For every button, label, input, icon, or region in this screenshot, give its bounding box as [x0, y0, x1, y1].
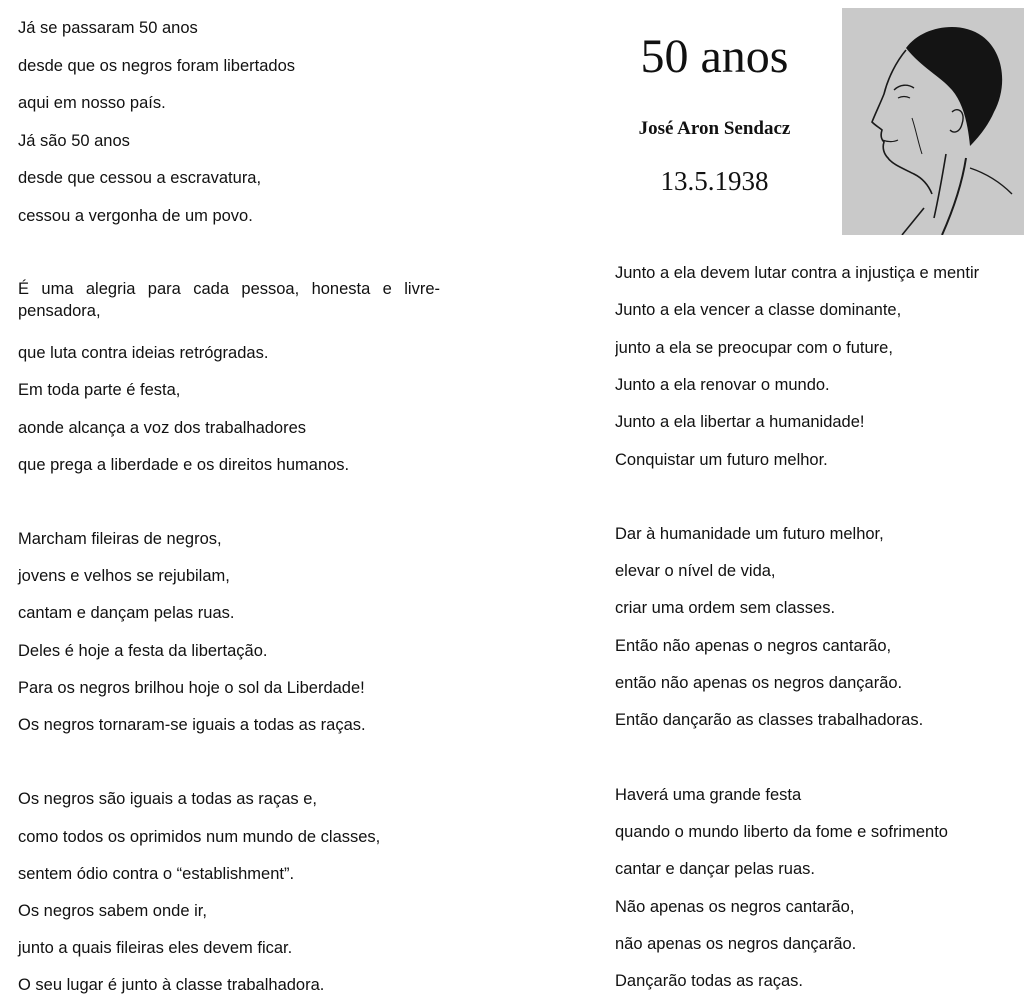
verse-line: Já se passaram 50 anos — [18, 19, 198, 37]
verse-line: Os negros sabem onde ir, — [18, 902, 207, 920]
verse-line: junto a ela se preocupar com o future, — [615, 339, 893, 357]
verse-line: desde que cessou a escravatura, — [18, 169, 262, 187]
verse-line: aqui em nosso país. — [18, 94, 166, 112]
verse-line: desde que os negros foram libertados — [18, 57, 296, 75]
verse-line: Não apenas os negros cantarão, — [615, 898, 855, 916]
verse-line: junto a quais fileiras eles devem ficar. — [18, 939, 293, 957]
verse-line: Para os negros brilhou hoje o sol da Liberdade! — [18, 679, 365, 697]
verse-line: Deles é hoje a festa da libertação. — [18, 642, 268, 660]
verse-line: como todos os oprimidos num mundo de classes, — [18, 828, 381, 846]
verse-line: Junto a ela libertar a humanidade! — [615, 413, 865, 431]
verse-line: Haverá uma grande festa — [615, 786, 802, 804]
poem-author: José Aron Sendacz — [638, 118, 791, 139]
verse-line: É uma alegria para cada pessoa, honesta e livre-pensadora, — [18, 280, 440, 320]
verse-line: Dançarão todas as raças. — [615, 972, 804, 990]
verse-line: quando o mundo liberto da fome e sofrimento — [615, 823, 948, 841]
verse-line: que prega a liberdade e os direitos humanos. — [18, 456, 350, 474]
verse-line: sentem ódio contra o “establishment”. — [18, 865, 295, 883]
verse-line: cantar e dançar pelas ruas. — [615, 860, 815, 878]
verse-line: O seu lugar é junto à classe trabalhadora. — [18, 976, 325, 994]
verse-line: Junto a ela renovar o mundo. — [615, 376, 830, 394]
verse-line: Já são 50 anos — [18, 132, 130, 150]
verse-line: então não apenas os negros dançarão. — [615, 674, 903, 692]
verse-line: elevar o nível de vida, — [615, 562, 776, 580]
verse-line: Marcham fileiras de negros, — [18, 530, 222, 548]
verse-line: Então não apenas o negros cantarão, — [615, 637, 892, 655]
verse-line: Dar à humanidade um futuro melhor, — [615, 525, 884, 543]
verse-line: Os negros tornaram-se iguais a todas as raças. — [18, 716, 366, 734]
verse-line: Então dançarão as classes trabalhadoras. — [615, 711, 924, 729]
verse-line: Os negros são iguais a todas as raças e, — [18, 790, 317, 808]
verse-line: não apenas os negros dançarão. — [615, 935, 857, 953]
verse-line: cessou a vergonha de um povo. — [18, 207, 253, 225]
right-column — [615, 0, 1024, 1002]
verse-line: aonde alcança a voz dos trabalhadores — [18, 419, 307, 437]
verse-line: Junto a ela devem lutar contra a injustiça e mentir — [615, 264, 980, 282]
poem-date: 13.5.1938 — [660, 166, 769, 196]
verse-line: criar uma ordem sem classes. — [615, 599, 836, 617]
verse-line: Em toda parte é festa, — [18, 381, 181, 399]
verse-line: que luta contra ideias retrógradas. — [18, 344, 269, 362]
verse-line: Conquistar um futuro melhor. — [615, 451, 828, 469]
verse-line: jovens e velhos se rejubilam, — [18, 567, 230, 585]
verse-line: cantam e dançam pelas ruas. — [18, 604, 235, 622]
poem-title: 50 anos — [640, 30, 789, 83]
verse-line: Junto a ela vencer a classe dominante, — [615, 301, 902, 319]
